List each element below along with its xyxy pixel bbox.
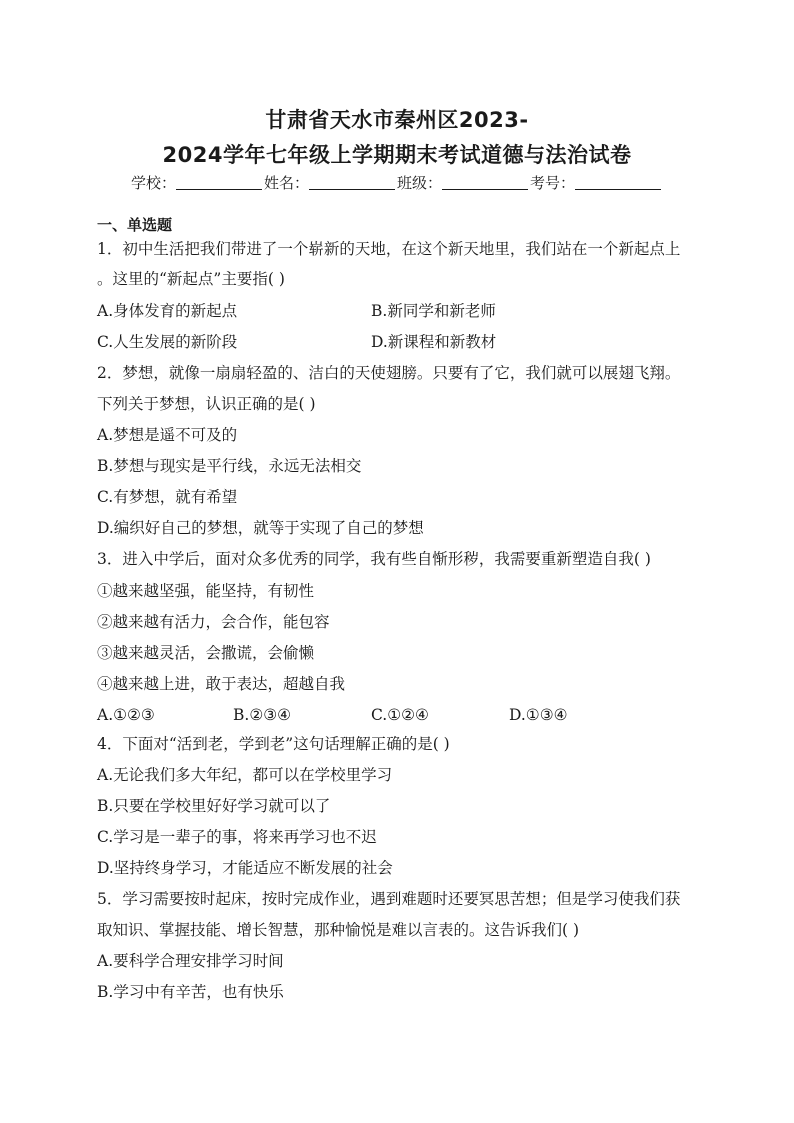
q3-option-d: D.①③④ [509,706,568,724]
school-label: 学校： [130,174,176,192]
exam-title-line1: 甘肃省天水市秦州区2023- [265,108,529,132]
section-heading: 一、单选题 [97,216,173,234]
exam-no-blank [575,175,661,190]
q1-option-c: C.人生发展的新阶段 [97,333,238,351]
q1-option-d: D.新课程和新教材 [371,333,497,351]
q1-stem-line1: 1．初中生活把我们带进了一个崭新的天地，在这个新天地里，我们站在一个新起点上 [97,240,681,258]
q3-statement-1: ①越来越坚强，能坚持，有韧性 [97,582,315,600]
q1-stem-line2: 。这里的“新起点”主要指( ) [97,270,285,288]
q3-stem-line1: 3．进入中学后，面对众多优秀的同学，我有些自惭形秽，我需要重新塑造自我( ) [97,550,651,568]
q5-stem-line2: 取知识、掌握技能、增长智慧，那种愉悦是难以言表的。这告诉我们( ) [97,921,580,939]
class-label: 班级： [397,174,443,192]
q2-option-d: D.编织好自己的梦想，就等于实现了自己的梦想 [97,519,424,537]
q4-option-c: C.学习是一辈子的事，将来再学习也不迟 [97,828,377,846]
q2-stem-line1: 2．梦想，就像一扇扇轻盈的、洁白的天使翅膀。只要有了它，我们就可以展翅飞翔。 [97,364,681,382]
q5-option-a: A.要科学合理安排学习时间 [97,952,284,970]
q5-option-b: B.学习中有辛苦，也有快乐 [97,983,284,1001]
q3-option-c: C.①②④ [371,706,429,724]
q3-option-b: B.②③④ [233,706,292,724]
q2-option-b: B.梦想与现实是平行线，永远无法相交 [97,457,362,475]
exam-no-label: 考号： [530,174,576,192]
q3-statement-3: ③越来越灵活，会撒谎，会偷懒 [97,644,315,662]
q4-option-a: A.无论我们多大年纪，都可以在学校里学习 [97,766,393,784]
exam-title-line2: 2024学年七年级上学期期末考试道德与法治试卷 [162,143,632,167]
q1-option-b: B.新同学和新老师 [371,302,496,320]
class-blank [442,175,528,190]
q2-option-c: C.有梦想，就有希望 [97,488,238,506]
name-label: 姓名： [263,174,309,192]
q3-statement-2: ②越来越有活力，会合作，能包容 [97,613,330,631]
q3-option-a: A.①②③ [97,706,155,724]
student-info-row [0,172,794,193]
q4-stem-line1: 4．下面对“活到老，学到老”这句话理解正确的是( ) [97,735,450,753]
q1-option-a: A.身体发育的新起点 [97,302,238,320]
q4-option-b: B.只要在学校里好好学习就可以了 [97,797,331,815]
q2-option-a: A.梦想是遥不可及的 [97,426,238,444]
q2-stem-line2: 下列关于梦想，认识正确的是( ) [97,395,316,413]
q4-option-d: D.坚持终身学习，才能适应不断发展的社会 [97,859,393,877]
q5-stem-line1: 5．学习需要按时起床，按时完成作业，遇到难题时还要冥思苦想；但是学习使我们获 [97,890,681,908]
q3-statement-4: ④越来越上进，敢于表达，超越自我 [97,675,346,693]
name-blank [309,175,395,190]
school-blank [176,175,262,190]
